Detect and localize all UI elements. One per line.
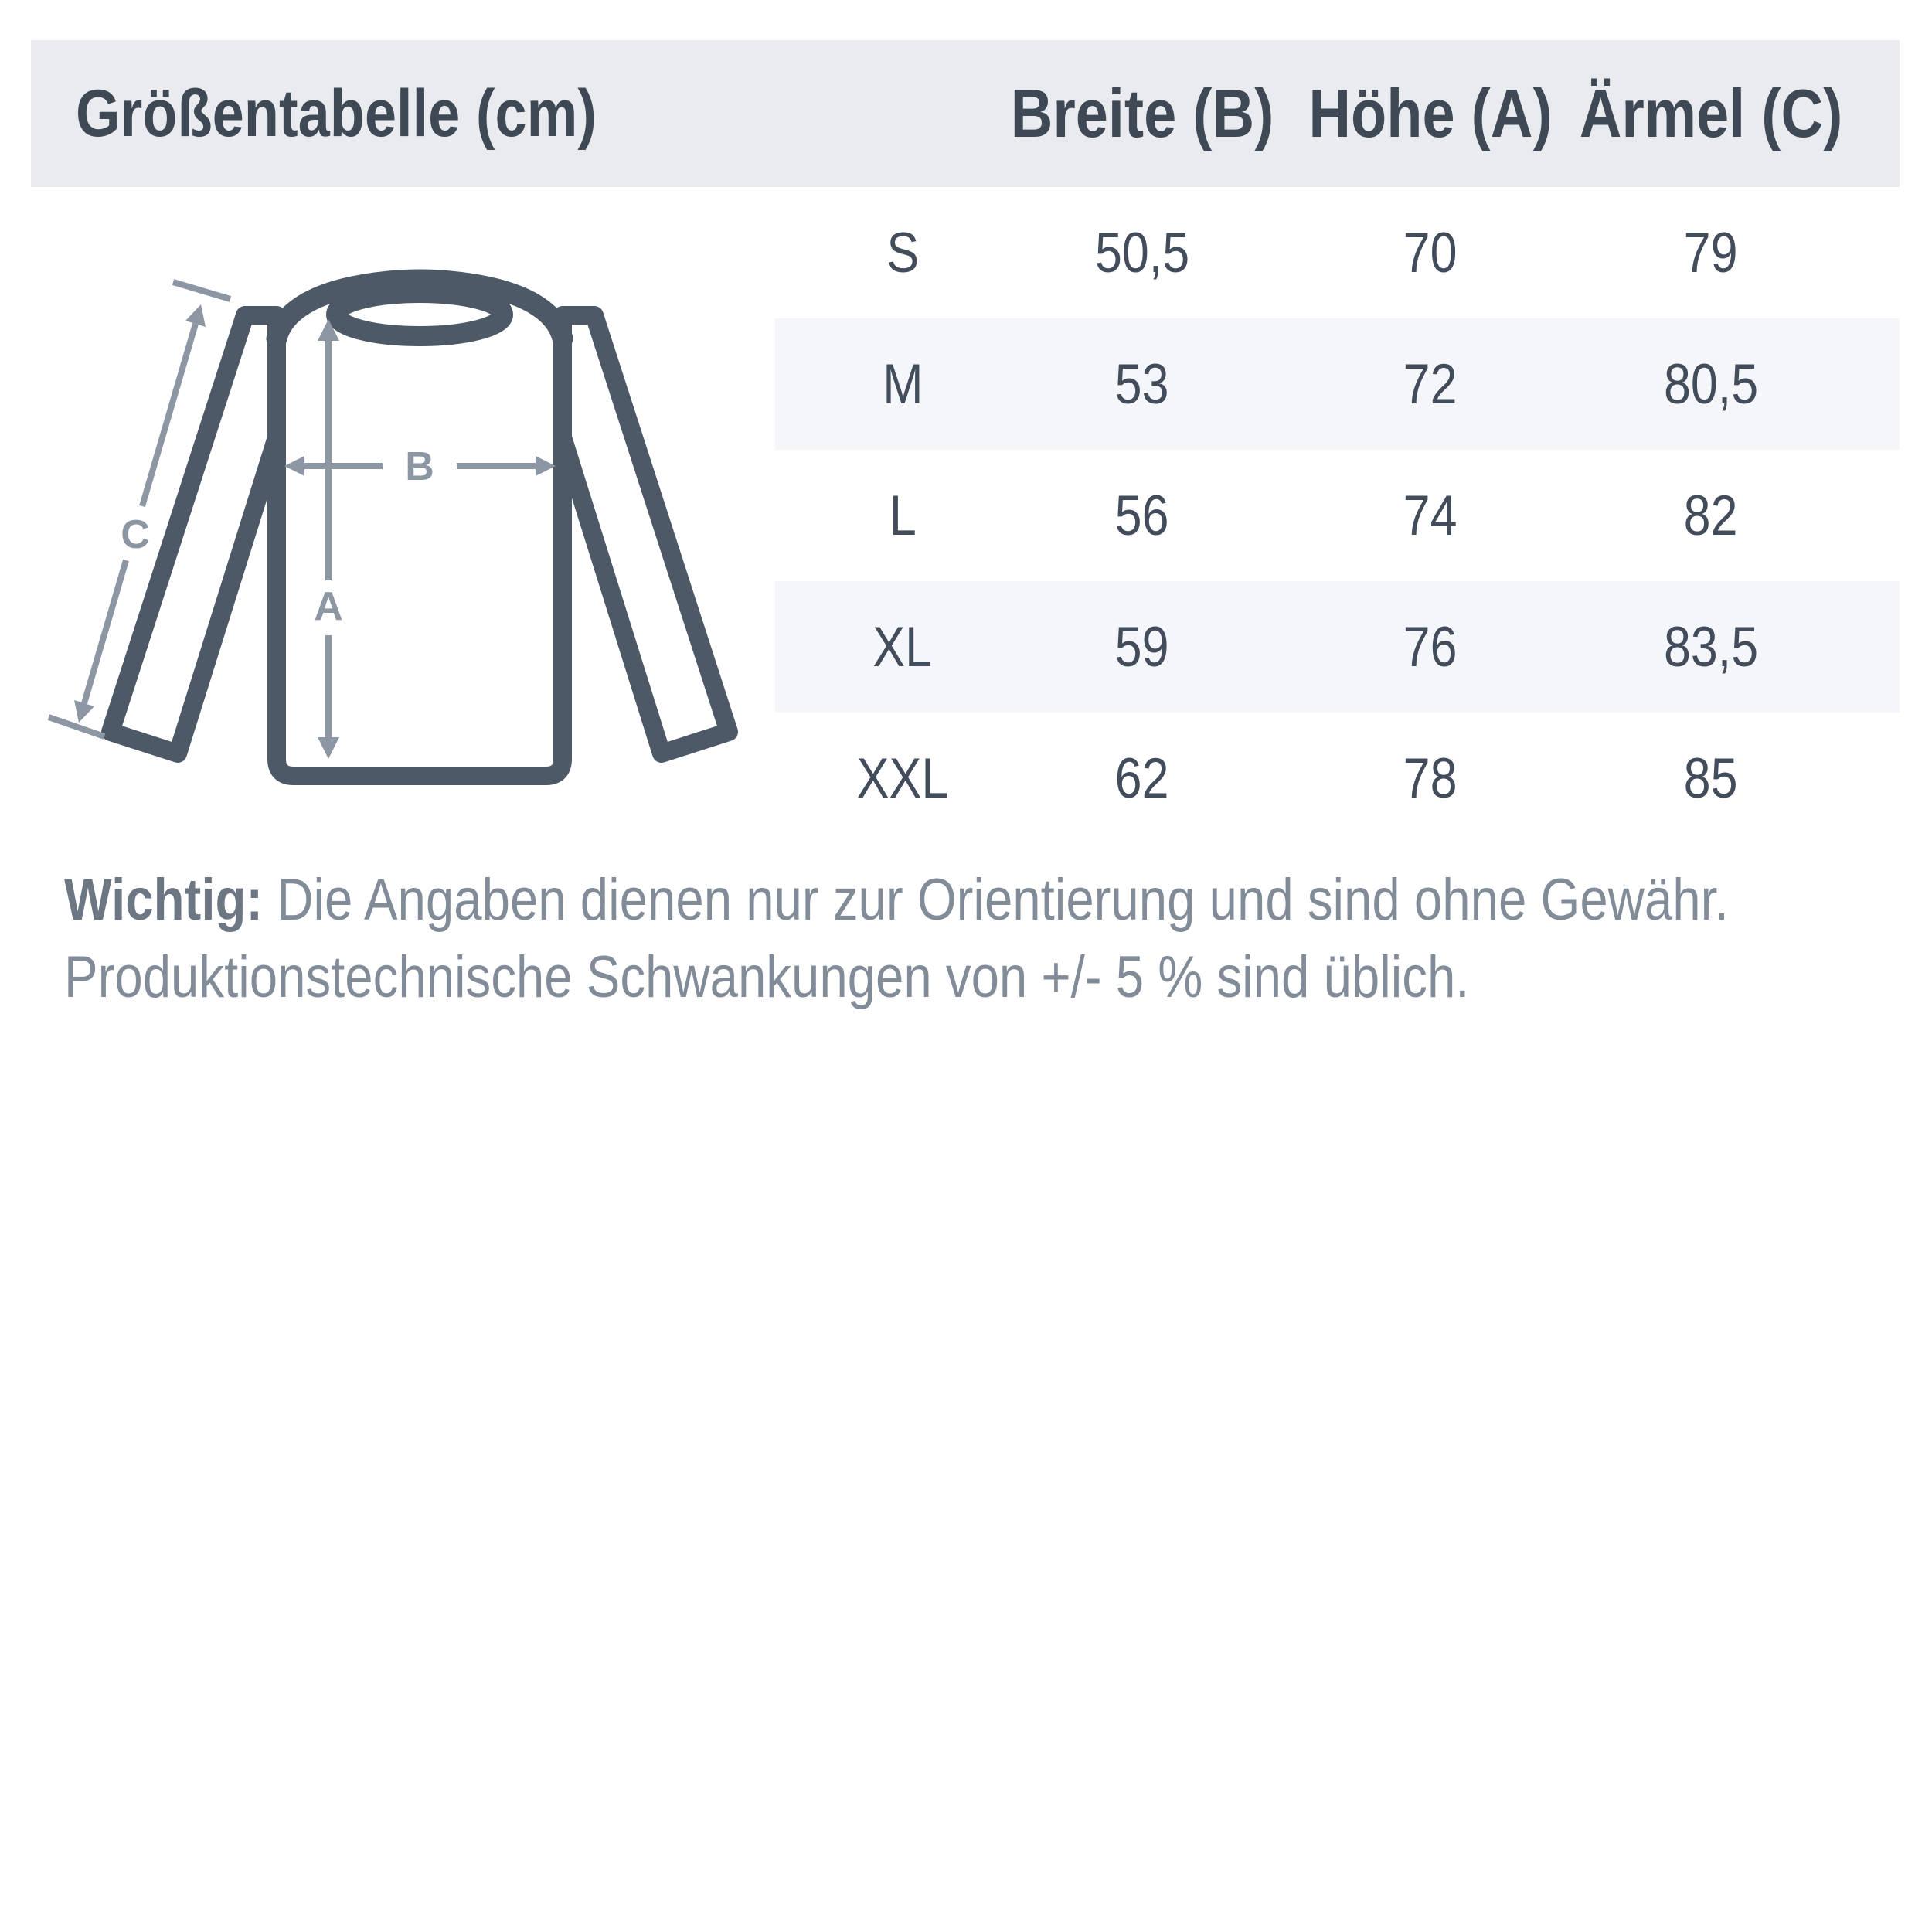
width-label: B <box>405 444 434 489</box>
sweater-diagram <box>31 232 773 819</box>
page-title: Größentabelle (cm) <box>76 76 597 151</box>
table-row-l <box>775 450 1900 581</box>
column-header-breite: Breite (B) <box>1010 75 1274 151</box>
hoehe-cell: 76 <box>1403 615 1458 679</box>
table-row-m <box>775 318 1900 450</box>
aermel-cell: 80,5 <box>1663 352 1759 416</box>
table-row-xl <box>775 581 1900 713</box>
footer-note <box>64 862 1932 1016</box>
column-header-aermel: Ärmel (C) <box>1579 75 1843 151</box>
breite-cell: 59 <box>1115 615 1169 679</box>
height-label: A <box>314 584 343 629</box>
sweater-body <box>277 338 563 776</box>
breite-cell: 62 <box>1115 747 1169 810</box>
sweater-right-sleeve <box>563 315 729 753</box>
column-header-hoehe: Höhe (A) <box>1308 75 1553 151</box>
hoehe-cell: 78 <box>1403 747 1458 810</box>
footer-note-line2: Produktionstechnische Schwankungen von +/- 5 % sind üblich. <box>64 944 1470 1010</box>
aermel-cell: 83,5 <box>1663 615 1759 679</box>
sweater-neck-opening <box>336 293 503 336</box>
hoehe-cell: 74 <box>1403 484 1458 547</box>
size-table <box>775 187 1900 844</box>
footer-note-label: Wichtig: <box>64 867 264 933</box>
breite-cell: 53 <box>1115 352 1169 416</box>
aermel-cell: 79 <box>1684 221 1738 284</box>
sleeve-label: C <box>121 512 150 557</box>
table-row-xxl <box>775 713 1900 844</box>
size-cell: XL <box>872 615 933 679</box>
aermel-cell: 85 <box>1684 747 1738 810</box>
breite-cell: 50,5 <box>1094 221 1190 284</box>
table-row-s <box>775 187 1900 318</box>
size-cell: M <box>882 352 923 416</box>
size-cell: XXL <box>856 747 949 810</box>
size-cell: L <box>889 484 917 547</box>
breite-cell: 56 <box>1115 484 1169 547</box>
size-cell: S <box>886 221 919 284</box>
aermel-cell: 82 <box>1684 484 1738 547</box>
hoehe-cell: 70 <box>1403 221 1458 284</box>
header-bar <box>31 40 1900 187</box>
hoehe-cell: 72 <box>1403 352 1458 416</box>
footer-note-line1: Die Angaben dienen nur zur Orientierung und sind ohne Gewähr. <box>263 867 1729 933</box>
